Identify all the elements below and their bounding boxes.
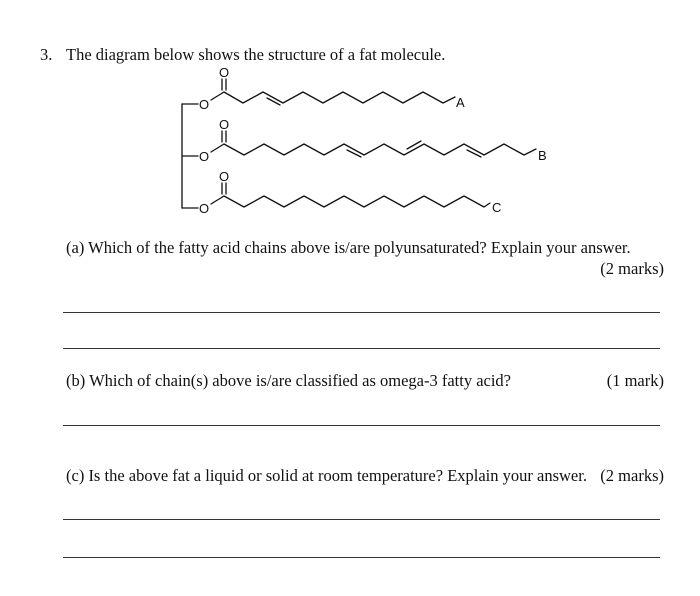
part-a-question: (a) Which of the fatty acid chains above is/are polyunsaturated? Explain your answer.	[66, 238, 631, 257]
answer-line[interactable]	[63, 425, 660, 426]
answer-line[interactable]	[63, 557, 660, 558]
chain-label-c: C	[492, 200, 502, 215]
chain-a-skeleton	[224, 92, 455, 103]
part-b-marks: (1 mark)	[606, 371, 664, 390]
ester-bond-3	[211, 196, 224, 204]
answer-line[interactable]	[63, 312, 660, 313]
carbonyl-2	[222, 131, 226, 142]
chain-a-double-bond	[267, 98, 280, 105]
part-c-marks: (2 marks)	[600, 466, 664, 485]
oxygen-atom: O	[219, 169, 230, 184]
question-number: 3.	[40, 45, 53, 64]
part-b-question: (b) Which of chain(s) above is/are classified as omega-3 fatty acid?	[66, 371, 512, 390]
oxygen-atom: O	[219, 65, 230, 80]
question-intro: The diagram below shows the structure of a fat molecule.	[66, 45, 446, 64]
oxygen-atom: O	[199, 97, 210, 112]
part-c-question: (c) Is the above fat a liquid or solid at room temperature? Explain your answer.	[66, 466, 587, 485]
carbonyl-1	[222, 79, 226, 90]
ester-bond-1	[211, 92, 224, 100]
oxygen-atom: O	[219, 117, 230, 132]
answer-line[interactable]	[63, 348, 660, 349]
fat-molecule-diagram	[0, 0, 700, 230]
oxygen-atom: O	[199, 201, 210, 216]
oxygen-atom: O	[199, 149, 210, 164]
chain-c-skeleton	[224, 196, 490, 207]
part-a-marks: (2 marks)	[600, 259, 664, 278]
chain-b-double-bond-1	[347, 150, 361, 157]
chain-label-b: B	[538, 148, 547, 163]
ester-bond-2	[211, 144, 224, 152]
chain-label-a: A	[456, 95, 465, 110]
chain-b-double-bond-2	[407, 141, 421, 149]
carbonyl-3	[222, 183, 226, 194]
answer-line[interactable]	[63, 519, 660, 520]
chain-b-double-bond-3	[467, 150, 481, 157]
chain-b-skeleton	[224, 144, 536, 155]
